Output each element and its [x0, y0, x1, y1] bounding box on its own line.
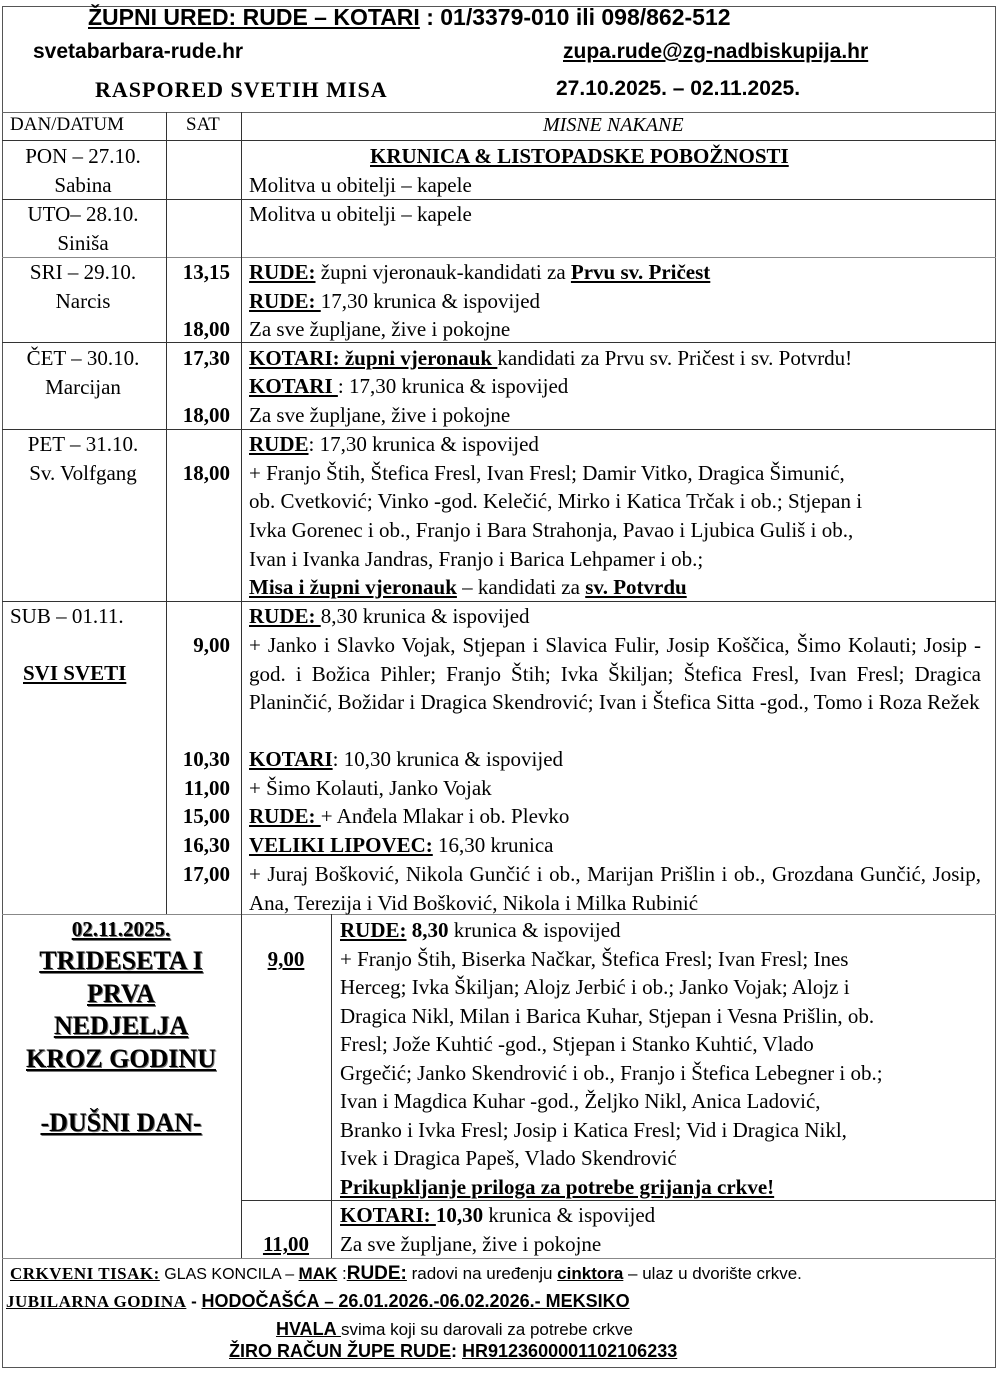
sun-line-1: [340, 916, 621, 945]
intention-line: Ivek i Dragica Papeš, Vlado Skendrović: [340, 1146, 677, 1170]
thu-line-3: Za sve župljane, žive i pokojne: [249, 403, 511, 427]
day-date: ČET – 30.10.: [26, 346, 140, 370]
time: 11,00: [262, 1232, 310, 1256]
divider: [2, 112, 996, 113]
day-fri: [3, 430, 163, 487]
works-text: radovi na uređenju: [406, 1264, 558, 1283]
sun-subtitle: -DUŠNI DAN-: [40, 1108, 202, 1137]
sat-line-lipovec: [249, 831, 554, 860]
intention-line: + Franjo Štih, Biserka Načkar, Štefica Fresl; Ivan Fresl; Ines: [340, 947, 849, 971]
day-sat-date: SUB – 01.11.: [10, 604, 124, 628]
sat-line-rude: [249, 802, 569, 831]
place-label: VELIKI LIPOVEC:: [249, 833, 433, 857]
intention-text: župni vjeronauk-kandidati za: [315, 260, 571, 284]
intention-text: + Anđela Mlakar i ob. Plevko: [320, 804, 570, 828]
email-link[interactable]: zupa.rude@zg-nadbiskupija.hr: [563, 40, 869, 63]
time: 9,00: [193, 633, 230, 657]
thu-line-1: [249, 344, 852, 373]
intention-text: 17,30 krunica & ispovijed: [320, 289, 541, 313]
account-sep: :: [451, 1341, 463, 1361]
pilgrimage-sep: –: [319, 1292, 339, 1311]
fri-line-1: [249, 430, 539, 459]
thu-line-2: [249, 372, 568, 401]
day-saint: Sabina: [54, 172, 112, 197]
sun-title-line: NEDJELJA: [53, 1011, 189, 1040]
intention-line: ob. Cvetković; Vinko -god. Kelečić, Mirko i Katica Trčak i ob.; Stjepan i: [249, 489, 863, 513]
pilgrimage-dates: 26.01.2026.-06.02.2026.- MEKSIKO: [338, 1291, 630, 1311]
thanks-text: svima koji su darovali za potrebe crkve: [341, 1320, 633, 1339]
intention-text: krunica & ispovijed: [483, 1203, 656, 1227]
place-label: KOTARI: župni vjeronauk: [249, 346, 498, 370]
intention-line: Herceg; Ivka Škiljan; Alojz Jerbić i ob.; Janko Vojak; Alojz i: [340, 975, 850, 999]
sun-title: [3, 945, 239, 1075]
intention-time: 10,30: [435, 1203, 484, 1227]
intention-bold: sv. Potvrdu: [585, 575, 687, 599]
collection-notice: Prikupkljanje priloga za potrebe grijanja crkve!: [340, 1175, 775, 1199]
time: 10,30: [182, 747, 230, 771]
time: 17,00: [182, 862, 230, 886]
office-label: ŽUPNI URED: RUDE – KOTARI: [88, 4, 420, 30]
divider: [331, 914, 332, 1258]
day-date: UTO– 28.10.: [27, 202, 139, 226]
wed-line-1: [249, 258, 710, 287]
intention-line: + Franjo Štih, Štefica Fresl, Ivan Fresl; Damir Vitko, Dragica Šimunić,: [249, 461, 845, 485]
time: 13,15: [182, 260, 230, 284]
intention-line: Dragica Nikl, Milan i Barica Kuhar, Stjepan i Vesna Prišlin, ob.: [340, 1004, 875, 1028]
tue-line: Molitva u obitelji – kapele: [249, 202, 472, 226]
intention-bold: Misa i župni vjeronauk: [249, 575, 457, 599]
intention-text: : 17,30 krunica & ispovijed: [337, 374, 569, 398]
works-end: – ulaz u dvorište crkve.: [623, 1264, 802, 1283]
time: 11,00: [183, 776, 230, 800]
intention-line: Ivan i Magdica Kuhar -god., Željko Nikl, Anica Ladović,: [340, 1089, 821, 1113]
day-saint: Marcijan: [45, 374, 121, 399]
time: 18,00: [182, 403, 230, 427]
intention-line: Fresl; Jože Kuhtić -god., Stjepan i Stanko Kuhtić, Vlado: [340, 1032, 814, 1056]
place-label: RUDE:: [340, 918, 407, 942]
jubilee-dash: -: [186, 1292, 202, 1311]
sun-title-line: TRIDESETA I: [39, 946, 203, 975]
day-tue: [3, 200, 163, 257]
day-date: PON – 27.10.: [25, 144, 141, 168]
press-text: GLAS KONCILA –: [159, 1266, 299, 1283]
sat-line-1: [249, 602, 530, 631]
wed-line-3: Za sve župljane, žive i pokojne: [249, 317, 511, 341]
day-saint: Siniša: [57, 230, 109, 255]
divider: [2, 140, 996, 141]
day-saint: Sv. Volfgang: [29, 460, 137, 485]
press-label: CRKVENI TISAK:: [10, 1264, 160, 1283]
time: 16,30: [182, 833, 230, 857]
intention-text: krunica & ispovijed: [448, 918, 621, 942]
date-range: 27.10.2025. – 02.11.2025.: [556, 77, 801, 100]
footer-account: [229, 1341, 677, 1362]
time: 9,00: [267, 947, 305, 971]
intention-paragraph: + Janko i Slavko Vojak, Stjepan i Slavica Fulir, Josip Koščica, Šimo Kolauti; Josip -god. i Božica Pihler; Franjo Štih; Ivka Škiljan; Štefica Fresl, Ivan Fresl; Dragica Planinčić, Božidar i Dragica Skendrović; Ivan i Štefica Sitta -god., Tomo i Roza Režek: [249, 633, 981, 715]
pilgrimage-label: HODOČAŠĆA: [201, 1291, 320, 1311]
place-label: RUDE:: [249, 289, 321, 313]
intention-line: Grgečić; Janko Skendrović i ob., Franjo i Štefica Lebegner i ob.;: [340, 1061, 883, 1085]
rude-label: RUDE:: [346, 1263, 407, 1284]
intention-line: Za sve župljane, žive i pokojne: [340, 1232, 602, 1256]
press-mak: MAK: [298, 1264, 338, 1283]
intention-bold: Prvu sv. Pričest: [570, 260, 711, 284]
intention-text: : 17,30 krunica & ispovijed: [308, 432, 539, 456]
time: 18,00: [182, 461, 230, 485]
account-number: HR9123600001102106233: [462, 1341, 678, 1361]
mon-heading: KRUNICA & LISTOPADSKE POBOŽNOSTI: [370, 144, 789, 168]
place-label: KOTARI:: [340, 1203, 436, 1227]
intention-text: – kandidati za: [456, 575, 586, 599]
sat-line-kotari: [249, 745, 563, 774]
intention-text: kandidati za Prvu sv. Pričest i sv. Potvrdu!: [497, 346, 853, 370]
place-label: RUDE:: [249, 604, 321, 628]
time: 17,30: [182, 346, 230, 370]
intention-text: 16,30 krunica: [432, 833, 554, 857]
intention-time: 8,30: [406, 918, 449, 942]
column-header-day: DAN/DATUM: [10, 114, 124, 135]
wed-line-2: [249, 287, 540, 316]
day-date: SRI – 29.10.: [29, 260, 137, 284]
intention-line: + Šimo Kolauti, Janko Vojak: [249, 776, 492, 800]
intention-line: Ivan i Ivanka Jandras, Franjo i Barica Lehpamer i ob.;: [249, 547, 704, 571]
time: 15,00: [182, 804, 230, 828]
website-link[interactable]: svetabarbara-rude.hr: [33, 40, 244, 63]
jubilee-label: JUBILARNA GODINA: [6, 1292, 187, 1311]
column-header-time: SAT: [186, 114, 220, 135]
time: 18,00: [182, 317, 230, 341]
footer-jubilee: [6, 1291, 630, 1312]
office-phones: : 01/3379-010 ili 098/862-512: [419, 4, 731, 30]
account-label: ŽIRO RAČUN ŽUPE RUDE: [229, 1341, 452, 1361]
column-header-intentions: MISNE NAKANE: [543, 114, 684, 136]
place-label: RUDE:: [249, 804, 321, 828]
fri-last-line: [249, 573, 687, 602]
sun-line-kotari: [340, 1201, 655, 1230]
schedule-title: RASPORED SVETIH MISA: [95, 77, 388, 102]
place-label: RUDE:: [249, 260, 316, 284]
sun-title-line: PRVA: [87, 978, 155, 1008]
place-label: KOTARI: [249, 747, 333, 771]
day-thu: [3, 344, 163, 401]
day-wed: [3, 258, 163, 315]
place-label: RUDE: [249, 432, 309, 456]
press-sep: :: [337, 1264, 347, 1283]
divider: [241, 112, 242, 1258]
intention-line: Branko i Ivka Fresl; Josip i Katica Fresl; Vid i Dragica Nikl,: [340, 1118, 847, 1142]
sun-date: 02.11.2025.: [71, 917, 171, 941]
intention-text: : 10,30 krunica & ispovijed: [332, 747, 564, 771]
mon-line: Molitva u obitelji – kapele: [249, 173, 472, 197]
footer-press: [10, 1263, 802, 1285]
feast-name: SVI SVETI: [23, 661, 127, 685]
day-date: PET – 31.10.: [27, 432, 139, 456]
day-saint: Narcis: [55, 288, 111, 313]
sun-title-line: KROZ GODINU: [26, 1043, 216, 1073]
intention-line: Ivka Gorenec i ob., Franjo i Bara Strahonja, Pavao i Ljubica Guliš i ob.,: [249, 518, 854, 542]
day-mon: [3, 142, 163, 199]
footer-thanks: [276, 1319, 633, 1340]
thanks-bold: HVALA: [276, 1319, 341, 1339]
office-header: [88, 4, 731, 31]
intention-paragraph: + Juraj Bošković, Nikola Gunčić i ob., Marijan Prišlin i ob., Grozdana Gunčić, Josip, Ana, Terezija i Vid Bošković, Nikola i Milka Rubinić: [249, 862, 981, 915]
place-label: KOTARI: [249, 374, 338, 398]
intention-text: 8,30 krunica & ispovijed: [320, 604, 530, 628]
works-bold: cinktora: [557, 1264, 624, 1283]
